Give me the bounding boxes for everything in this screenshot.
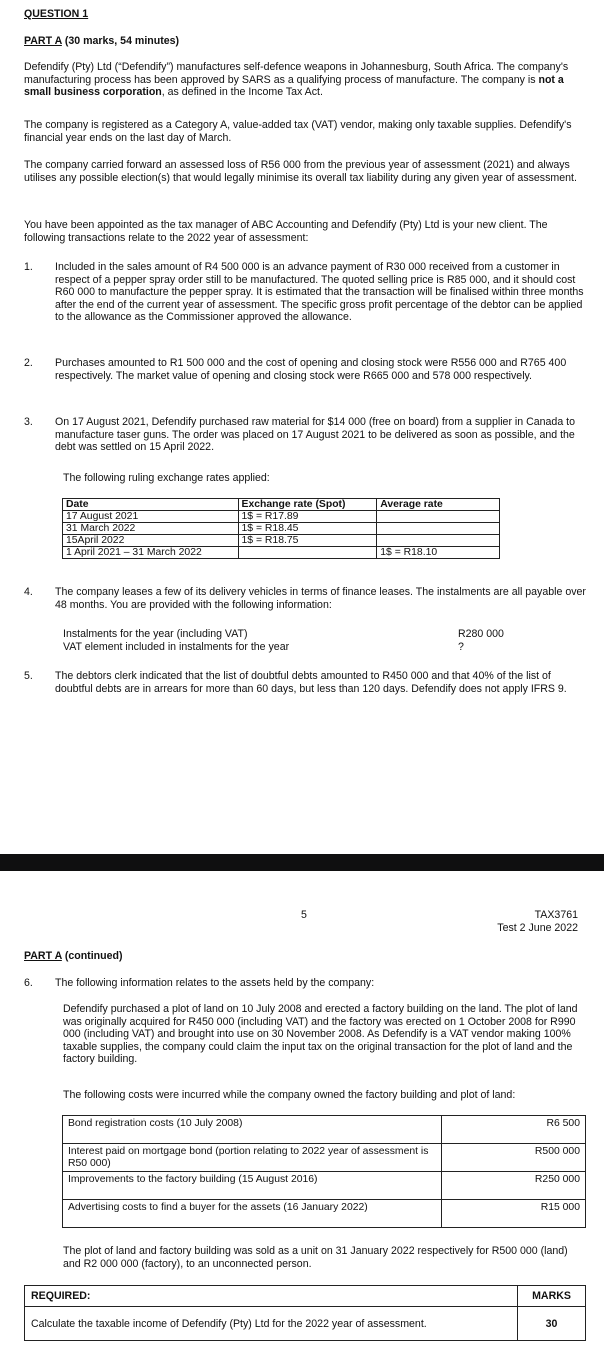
- cost-amount: R500 000: [442, 1144, 586, 1172]
- intro-paragraph-3: The company carried forward an assessed loss of R56 000 from the previous year of assessment (2021) and always utilises any possible election(s) that would legally minimise its overall tax liability during any given year of assessment.: [24, 159, 577, 184]
- item-6-paragraph-1: Defendify purchased a plot of land on 10 July 2008 and erected a factory building on the land. The plot of land was originally acquired for R450 000 (including VAT) and the factory was erected on 1 October 2008 for R990 000 (including VAT) and brought into use on 30 November 2008. As Defendify is a VAT vendor making 100% taxable supplies, the company could claim the input tax on the original transaction for the plot of land and the factory building.: [63, 1003, 578, 1066]
- intro-paragraph-4: You have been appointed as the tax manager of ABC Accounting and Defendify (Pty) Ltd is your new client. The following transactions relate to the 2022 year of assessment:: [24, 219, 548, 244]
- part-a-continued-label: PART A: [24, 950, 62, 962]
- marks-value: 30: [518, 1307, 586, 1341]
- intro-text-bold: not a small business corporation: [24, 73, 564, 99]
- item-4-text: The company leases a few of its delivery vehicles in terms of finance leases. The instalments are all payable over 48 months. You are provided with the following information:: [55, 586, 586, 611]
- item-5-text: The debtors clerk indicated that the list of doubtful debts amounted to R450 000 and that 40% of the list of doubtful debts are in arrears for more than 60 days, but less than 120 days. Defendify does not apply IFRS 9.: [55, 670, 567, 695]
- intro-paragraph-2: The company is registered as a Category A, value-added tax (VAT) vendor, making only taxable supplies. Defendify's financial year ends on the last day of March.: [24, 119, 572, 144]
- cost-amount: R250 000: [442, 1172, 586, 1200]
- cost-item: Interest paid on mortgage bond (portion relating to 2022 year of assessment is R50 000): [63, 1144, 442, 1172]
- row-average: [377, 535, 500, 547]
- table-row: [63, 523, 500, 535]
- table-row: [63, 1144, 586, 1172]
- row-spot: 1$ = R17.89: [238, 511, 377, 523]
- part-a-continued-heading: [24, 950, 122, 963]
- item-2-number: 2.: [24, 357, 33, 369]
- row-date: 1 April 2021 – 31 March 2022: [63, 547, 239, 559]
- page-divider: [0, 854, 604, 871]
- header-date: Date: [63, 499, 239, 511]
- exchange-table-header: [63, 499, 500, 511]
- part-a-continued-detail: (continued): [64, 950, 123, 962]
- item-1-text: Included in the sales amount of R4 500 000 is an advance payment of R30 000 received from a customer in respect of a pepper spray order still to be manufactured. The quoted selling price is R85 000, and it should cost R60 000 to manufacture the pepper spray. It is estimated that the transaction will be finalised within three months after the end of the current year of assessment. The specific gross profit percentage of the debtor can be applied to the allowance as the Commissioner approved the allowance.: [55, 261, 584, 324]
- lease-label-2: VAT element included in instalments for the year: [63, 641, 290, 653]
- table-row: [63, 511, 500, 523]
- row-date: 31 March 2022: [63, 523, 239, 535]
- lease-value-1: R280 000: [458, 628, 504, 640]
- item-6-lead: The following information relates to the assets held by the company:: [55, 977, 375, 989]
- part-a-detail: (30 marks, 54 minutes): [64, 35, 180, 47]
- row-average: 1$ = R18.10: [377, 547, 500, 559]
- required-label: REQUIRED:: [25, 1286, 518, 1307]
- cost-item: Bond registration costs (10 July 2008): [63, 1116, 442, 1144]
- required-task-row: [25, 1307, 586, 1341]
- cost-item: Advertising costs to find a buyer for the assets (16 January 2022): [63, 1200, 442, 1228]
- item-6-paragraph-2: The plot of land and factory building was sold as a unit on 31 January 2022 respectively for R500 000 (land) and R2 000 000 (factory), to an unconnected person.: [63, 1245, 568, 1270]
- header-average-rate: Average rate: [377, 499, 500, 511]
- row-spot: 1$ = R18.45: [238, 523, 377, 535]
- row-average: [377, 511, 500, 523]
- row-spot: [238, 547, 377, 559]
- required-task: Calculate the taxable income of Defendify (Pty) Ltd for the 2022 year of assessment.: [25, 1307, 518, 1341]
- page-number: 5: [301, 909, 307, 921]
- cost-item: Improvements to the factory building (15 August 2016): [63, 1172, 442, 1200]
- required-table: [24, 1285, 586, 1341]
- item-1-number: 1.: [24, 261, 33, 273]
- header-spot-rate: Exchange rate (Spot): [238, 499, 377, 511]
- course-code: TAX3761: [534, 909, 578, 921]
- intro-text-b: , as defined in the Income Tax Act.: [161, 86, 323, 99]
- lease-label-1: Instalments for the year (including VAT): [63, 628, 248, 640]
- cost-amount: R15 000: [442, 1200, 586, 1228]
- cost-amount: R6 500: [442, 1116, 586, 1144]
- intro-paragraph-1: [24, 61, 586, 99]
- row-date: 17 August 2021: [63, 511, 239, 523]
- table-row: [63, 535, 500, 547]
- item-2-text: Purchases amounted to R1 500 000 and the cost of opening and closing stock were R556 000 and R765 400 respectively. The market value of opening and closing stock were R665 000 and 578 000 respectively.: [55, 357, 567, 382]
- marks-label: MARKS: [518, 1286, 586, 1307]
- costs-table: [62, 1115, 586, 1228]
- lease-value-2: ?: [458, 641, 464, 653]
- exchange-rate-table: [62, 498, 500, 559]
- required-header-row: [25, 1286, 586, 1307]
- row-date: 15April 2022: [63, 535, 239, 547]
- question-title: QUESTION 1: [24, 8, 89, 20]
- row-average: [377, 523, 500, 535]
- exchange-intro: The following ruling exchange rates applied:: [63, 472, 270, 484]
- table-row: [63, 1116, 586, 1144]
- item-6-number: 6.: [24, 977, 33, 989]
- part-a-heading: [24, 35, 179, 48]
- table-row: [63, 547, 500, 559]
- table-row: [63, 1172, 586, 1200]
- item-4-number: 4.: [24, 586, 33, 598]
- part-a-label: PART A: [24, 35, 62, 47]
- test-info: Test 2 June 2022: [497, 922, 578, 934]
- item-6-costs-intro: The following costs were incurred while the company owned the factory building and plot of land:: [63, 1089, 516, 1101]
- item-3-text: On 17 August 2021, Defendify purchased raw material for $14 000 (free on board) from a supplier in Canada to manufacture taser guns. The order was placed on 17 August 2021 to be delivered as soon as possible, and the debt was settled on 15 April 2022.: [55, 416, 575, 454]
- row-spot: 1$ = R18.75: [238, 535, 377, 547]
- table-row: [63, 1200, 586, 1228]
- item-3-number: 3.: [24, 416, 33, 428]
- intro-text-a: Defendify (Pty) Ltd (“Defendify”) manufactures self-defence weapons in Johannesburg, South Africa. The company's manufacturing process has been approved by SARS as a qualifying process of manufacture. The company is: [24, 61, 569, 86]
- item-5-number: 5.: [24, 670, 33, 682]
